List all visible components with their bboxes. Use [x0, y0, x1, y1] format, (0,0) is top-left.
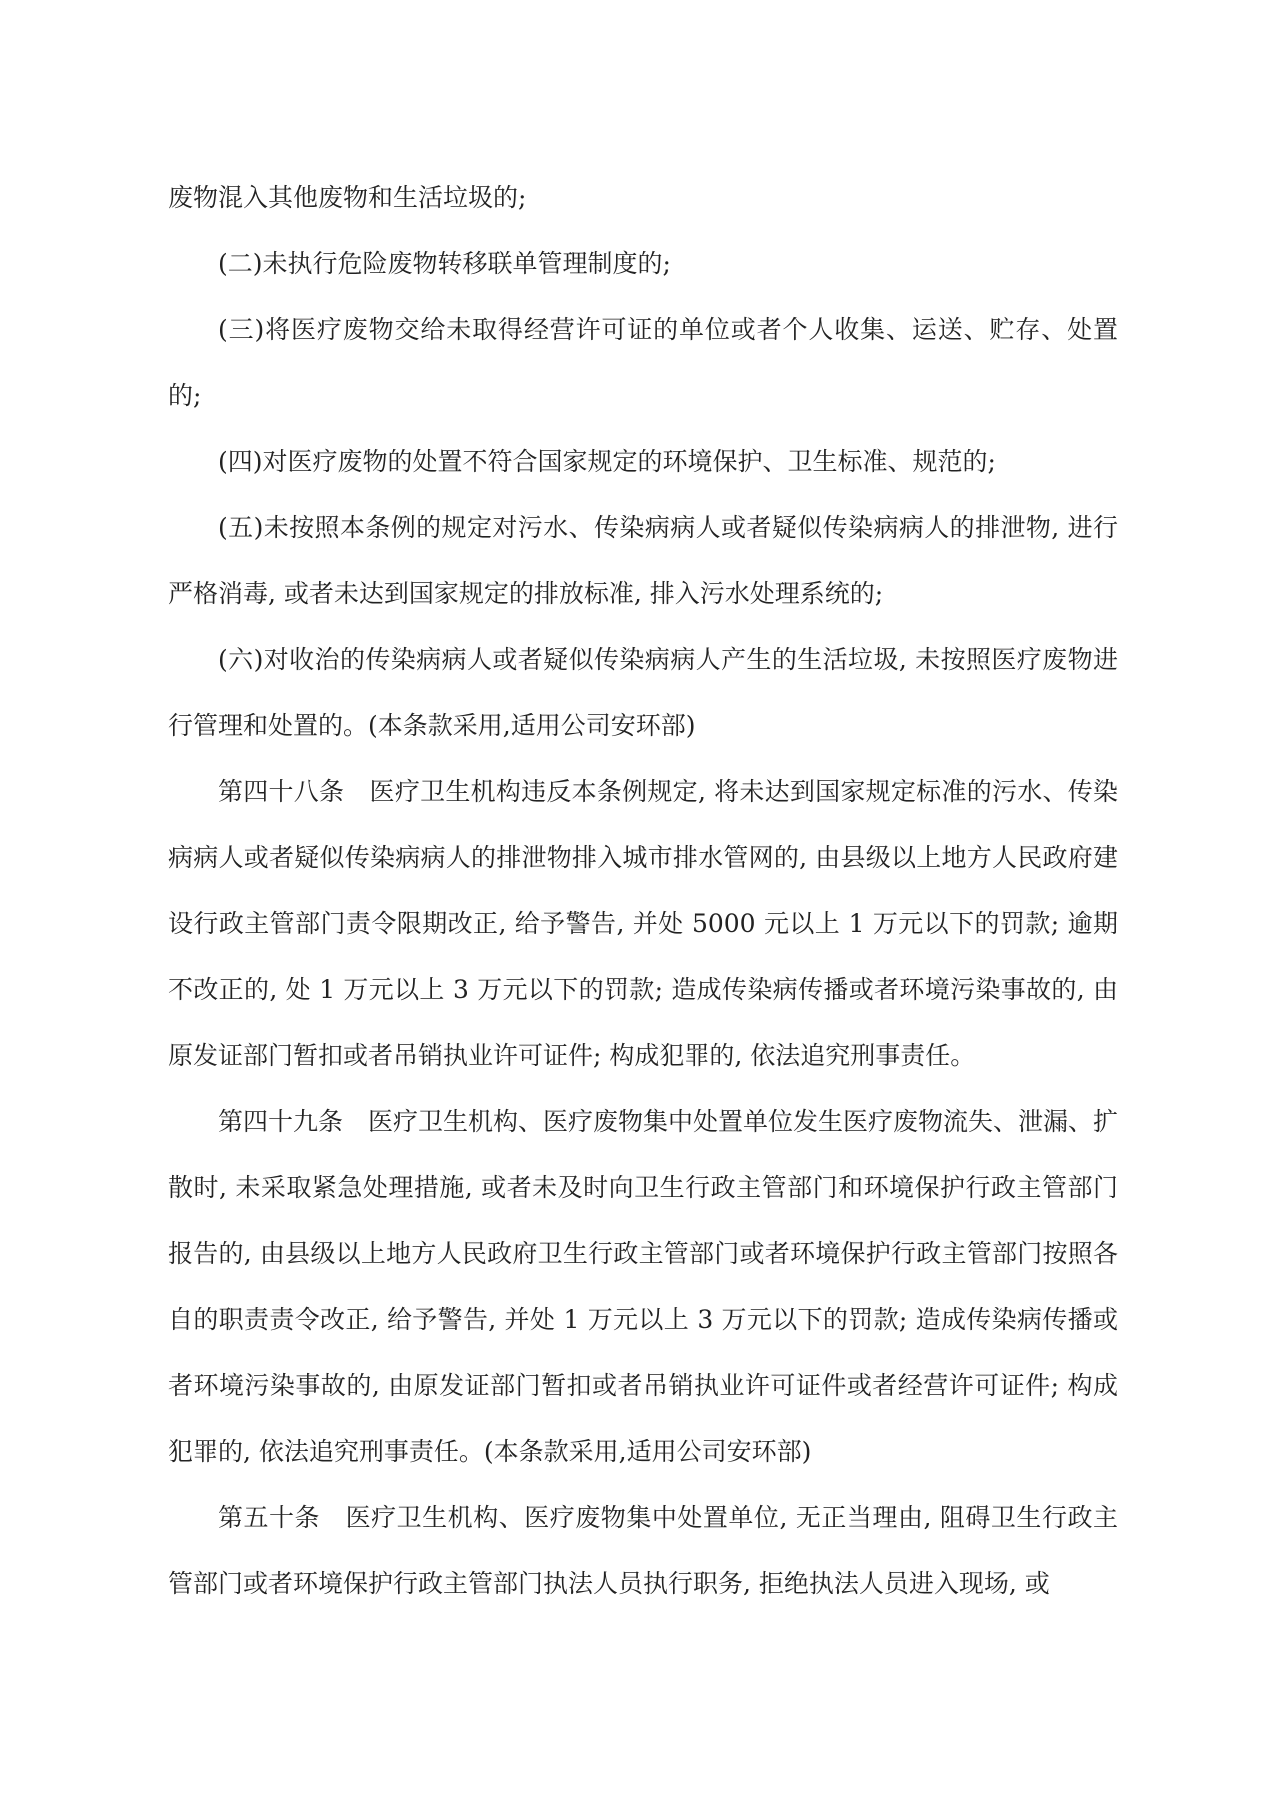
paragraph-continuation: 废物混入其他废物和生活垃圾的;: [168, 183, 527, 212]
paragraph-item-4: (四)对医疗废物的处置不符合国家规定的环境保护、卫生标准、规范的;: [218, 447, 996, 476]
document-body: [168, 165, 1118, 1617]
article-49: 第四十九条 医疗卫生机构、医疗废物集中处置单位发生医疗废物流失、泄漏、扩散时, 未采取紧急处理措施, 或者未及时向卫生行政主管部门和环境保护行政主管部门报告的, 由县级以上地方人民政府卫生行政主管部门或者环境保护行政主管部门按照各自的职责责令改正, 给予警告, 并处 1 万元以上 3 万元以下的罚款; 造成传染病传播或者环境污染事故的, 由原发证部门暂扣或者吊销执业许可证件或者经营许可证件; 构成犯罪的, 依法追究刑事责任。(本条款采用,适用公司安环部): [168, 1107, 1119, 1466]
paragraph-item-2: (二)未执行危险废物转移联单管理制度的;: [218, 249, 671, 278]
paragraph-item-5: (五)未按照本条例的规定对污水、传染病病人或者疑似传染病病人的排泄物, 进行严格消毒, 或者未达到国家规定的排放标准, 排入污水处理系统的;: [168, 513, 1118, 608]
article-50: 第五十条 医疗卫生机构、医疗废物集中处置单位, 无正当理由, 阻碍卫生行政主管部门或者环境保护行政主管部门执法人员执行职务, 拒绝执法人员进入现场, 或: [168, 1503, 1118, 1598]
article-48: 第四十八条 医疗卫生机构违反本条例规定, 将未达到国家规定标准的污水、传染病病人或者疑似传染病病人的排泄物排入城市排水管网的, 由县级以上地方人民政府建设行政主管部门责令限期改正, 给予警告, 并处 5000 元以上 1 万元以下的罚款; 逾期不改正的, 处 1 万元以上 3 万元以下的罚款; 造成传染病传播或者环境污染事故的, 由原发证部门暂扣或者吊销执业许可证件; 构成犯罪的, 依法追究刑事责任。: [168, 777, 1118, 1070]
paragraph-item-3: (三)将医疗废物交给未取得经营许可证的单位或者个人收集、运送、贮存、处置的;: [168, 315, 1118, 410]
paragraph-item-6: (六)对收治的传染病病人或者疑似传染病病人产生的生活垃圾, 未按照医疗废物进行管理和处置的。(本条款采用,适用公司安环部): [168, 645, 1118, 740]
